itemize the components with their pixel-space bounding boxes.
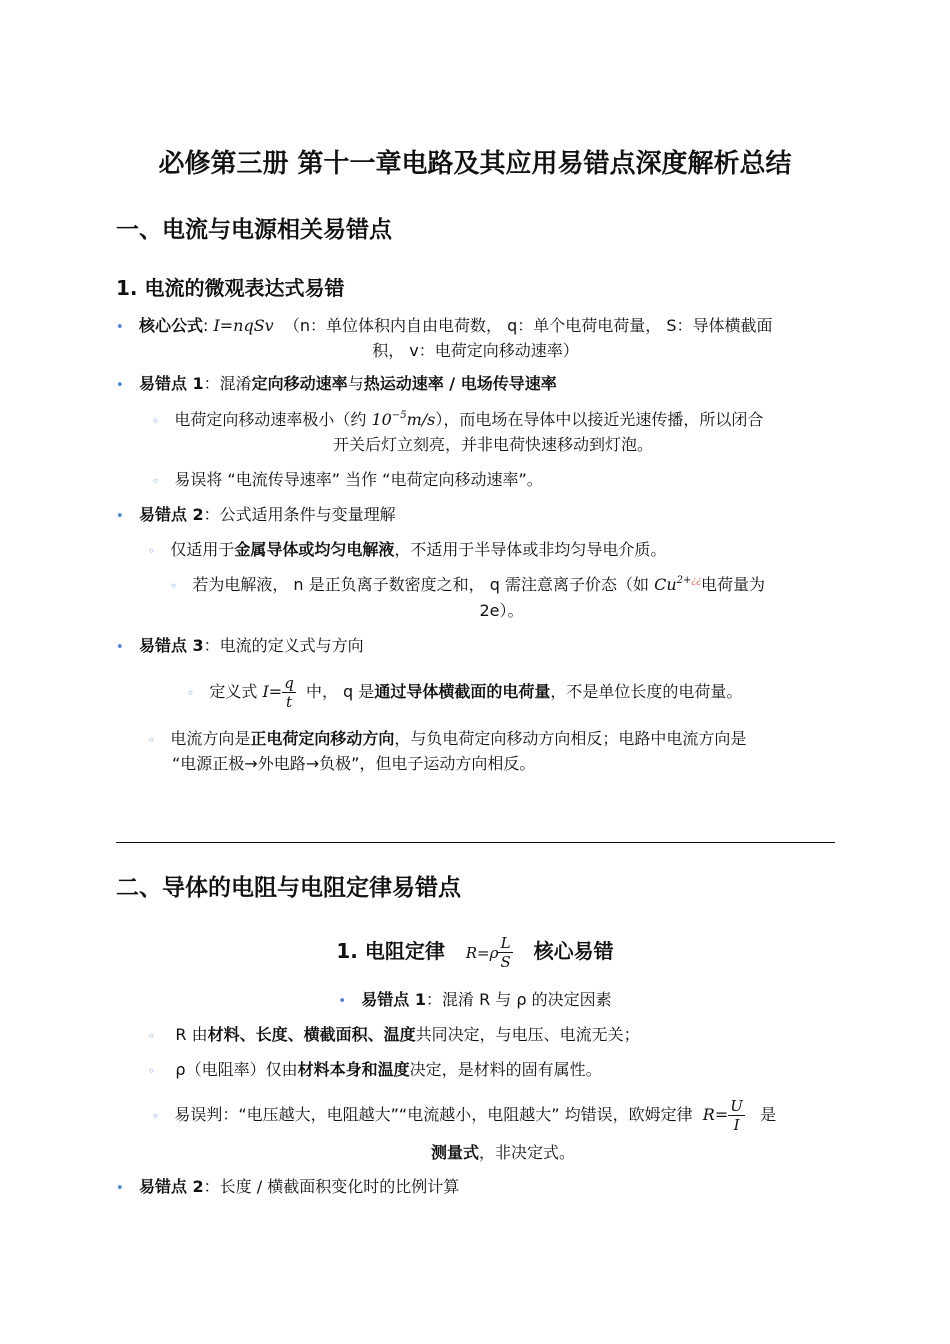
s2-p1-s1-c: 共同决定，与电压、电流无关； [415, 1025, 640, 1044]
section-2-heading: 二、导体的电阻与电阻定律易错点 [116, 875, 461, 901]
s2-p1-s3-d: ，非决定式。 [479, 1143, 576, 1162]
s1-p3-s2-a: 电流方向是 [170, 729, 251, 748]
s1-p3-s1-d: ，不是单位长度的电荷量。 [550, 682, 743, 701]
s1-point-2-text: ：公式适用条件与变量理解 [203, 505, 396, 524]
s2-p1-s3-b: 是 [760, 1105, 777, 1124]
s1-point-1-label: 易错点 1 [138, 374, 204, 393]
s1-point-2 [116, 503, 396, 529]
speed-value: $10^{-5}m/s$ [371, 410, 436, 429]
circle-bullet-icon: ◦ [152, 414, 160, 428]
s2-p1-s2-bold: 材料本身和温度 [297, 1060, 410, 1079]
s2-p1-s3-bold: 测量式 [430, 1143, 479, 1162]
bullet-icon: • [338, 994, 347, 1009]
s2-sub-b: 核心易错 [533, 939, 614, 963]
s2-point-1 [0, 988, 950, 1014]
circle-bullet-icon: ◦ [148, 733, 156, 747]
s2-p1-s2-a: ρ（电阻率）仅由 [175, 1060, 298, 1079]
core-formula-desc-2: 积， v：电荷定向移动速率） [372, 341, 579, 360]
copper-ion: $Cu^{2+¿¿}$ [654, 575, 702, 594]
circle-bullet-icon: ◦ [187, 686, 195, 700]
s2-point-2-label: 易错点 2 [138, 1177, 204, 1196]
section-1-subheading: 1. 电流的微观表达式易错 [116, 276, 345, 300]
s1-point-3-sub-2 [148, 727, 746, 752]
s2-point-1-text: ：混淆 R 与 ρ 的决定因素 [426, 990, 612, 1009]
s1-point-1-sub-1 [152, 408, 763, 433]
s2-point-1-sub-2 [148, 1058, 602, 1083]
current-def-fraction: $\frac{q}{t}$ [284, 674, 294, 711]
s1-point-1-sub-2 [152, 468, 543, 493]
s1-point-1-bold-a: 定向移动速率 [251, 374, 348, 393]
section-1-heading: 一、电流与电源相关易错点 [116, 217, 392, 243]
s1-point-1 [116, 372, 557, 398]
s1-point-3-sub-1 [187, 672, 742, 713]
s2-point-1-label: 易错点 1 [361, 990, 427, 1009]
s1-p2-s1-c: ，不适用于半导体或非均匀导电介质。 [394, 540, 667, 559]
core-formula: I=nqSv [213, 316, 274, 335]
section-2-subheading [0, 927, 950, 977]
bullet-icon: • [116, 509, 124, 524]
s1-point-2-sub-1 [148, 538, 666, 563]
s1-p1-s2-text: 易误将 “电流传导速率” 当作 “电荷定向移动速率”。 [174, 470, 543, 489]
s2-point-1-sub-3 [152, 1095, 776, 1136]
ohm-law-lhs: R= [702, 1105, 729, 1124]
s1-p3-s1-a: 定义式 [209, 682, 258, 701]
core-formula-item: • 核心公式: I=nqSv （n：单位体积内自由电荷数， q：单个电荷电荷量， S：导体横截面 [116, 316, 773, 335]
s2-point-2-text: ：长度 / 横截面积变化时的比例计算 [203, 1177, 460, 1196]
s1-p2-s1-bold: 金属导体或均匀电解液 [234, 540, 395, 559]
s2-sub-a: 1. 电阻定律 [336, 939, 445, 963]
s1-p3-s1-b: 中， q 是 [305, 682, 375, 701]
circle-bullet-icon: ◦ [148, 1029, 156, 1043]
s2-p1-s2-c: 决定，是材料的固有属性。 [409, 1060, 602, 1079]
circle-bullet-icon: ◦ [152, 474, 160, 488]
bullet-icon: • [116, 1181, 124, 1196]
s1-point-1-text-2: 与 [347, 374, 364, 393]
s1-p2-s2-a: 若为电解液， n 是正负离子数密度之和， q 需注意离子价态（如 [192, 575, 649, 594]
s1-p2-s1-a: 仅适用于 [170, 540, 235, 559]
current-def-lhs: I= [262, 682, 283, 701]
s2-p1-s3-a: 易误判：“电压越大，电阻越大”“电流越小，电阻越大” 均错误，欧姆定律 [174, 1105, 693, 1124]
bullet-icon: • [116, 640, 124, 655]
s2-p1-s1-bold: 材料、长度、横截面积、温度 [207, 1025, 416, 1044]
s1-p3-s2-d: “电源正极→外电路→负极”，但电子运动方向相反。 [172, 754, 536, 773]
s1-point-1-text: ：混淆 [203, 374, 252, 393]
s1-point-2-sub-2 [170, 573, 765, 598]
s1-p3-s1-bold: 通过导体横截面的电荷量 [374, 682, 551, 701]
s2-point-2 [116, 1175, 459, 1201]
bullet-icon: • [116, 320, 124, 335]
bullet-icon: • [116, 378, 124, 393]
s1-point-1-bold-b: 热运动速率 / 电场传导速率 [363, 374, 557, 393]
resistance-law-fraction: $\frac{L}{S}$ [500, 934, 511, 971]
s1-point-3-text: ：电流的定义式与方向 [203, 636, 364, 655]
core-formula-desc-1: （n：单位体积内自由电荷数， q：单个电荷电荷量， S：导体横截面 [283, 316, 773, 335]
circle-bullet-icon: ◦ [152, 1109, 160, 1123]
circle-bullet-icon: ◦ [170, 579, 178, 593]
resistance-law-lhs: R=ρ [465, 944, 499, 962]
s2-point-1-sub-1 [148, 1023, 640, 1048]
s1-point-2-label: 易错点 2 [138, 505, 204, 524]
s2-p1-s1-a: R 由 [175, 1025, 208, 1044]
core-formula-label: 核心公式 [138, 316, 203, 335]
s1-p3-s2-bold: 正电荷定向移动方向 [250, 729, 395, 748]
s1-p3-s2-c: ，与负电荷定向移动方向相反；电路中电流方向是 [394, 729, 747, 748]
circle-bullet-icon: ◦ [148, 1064, 156, 1078]
s1-p1-s1-text-b: ），而电场在导体中以接近光速传播，所以闭合 [435, 410, 764, 429]
s1-point-3 [116, 634, 364, 660]
s1-point-3-label: 易错点 3 [138, 636, 204, 655]
s2-p1-s3-tail [116, 1141, 890, 1165]
ohm-law-fraction: $\frac{U}{I}$ [730, 1097, 743, 1134]
s1-p1-s1-text-c: 开关后灯立刻亮，并非电荷快速移动到灯泡。 [332, 435, 653, 454]
s1-p2-s2-c: 2e）。 [479, 601, 524, 620]
s1-p2-s2-b: 电荷量为 [701, 575, 766, 594]
circle-bullet-icon: ◦ [148, 544, 156, 558]
section-divider [116, 842, 835, 843]
s1-p1-s1-text-a: 电荷定向移动速率极小（约 [174, 410, 367, 429]
page-title: 必修第三册 第十一章电路及其应用易错点深度解析总结 [158, 149, 792, 179]
